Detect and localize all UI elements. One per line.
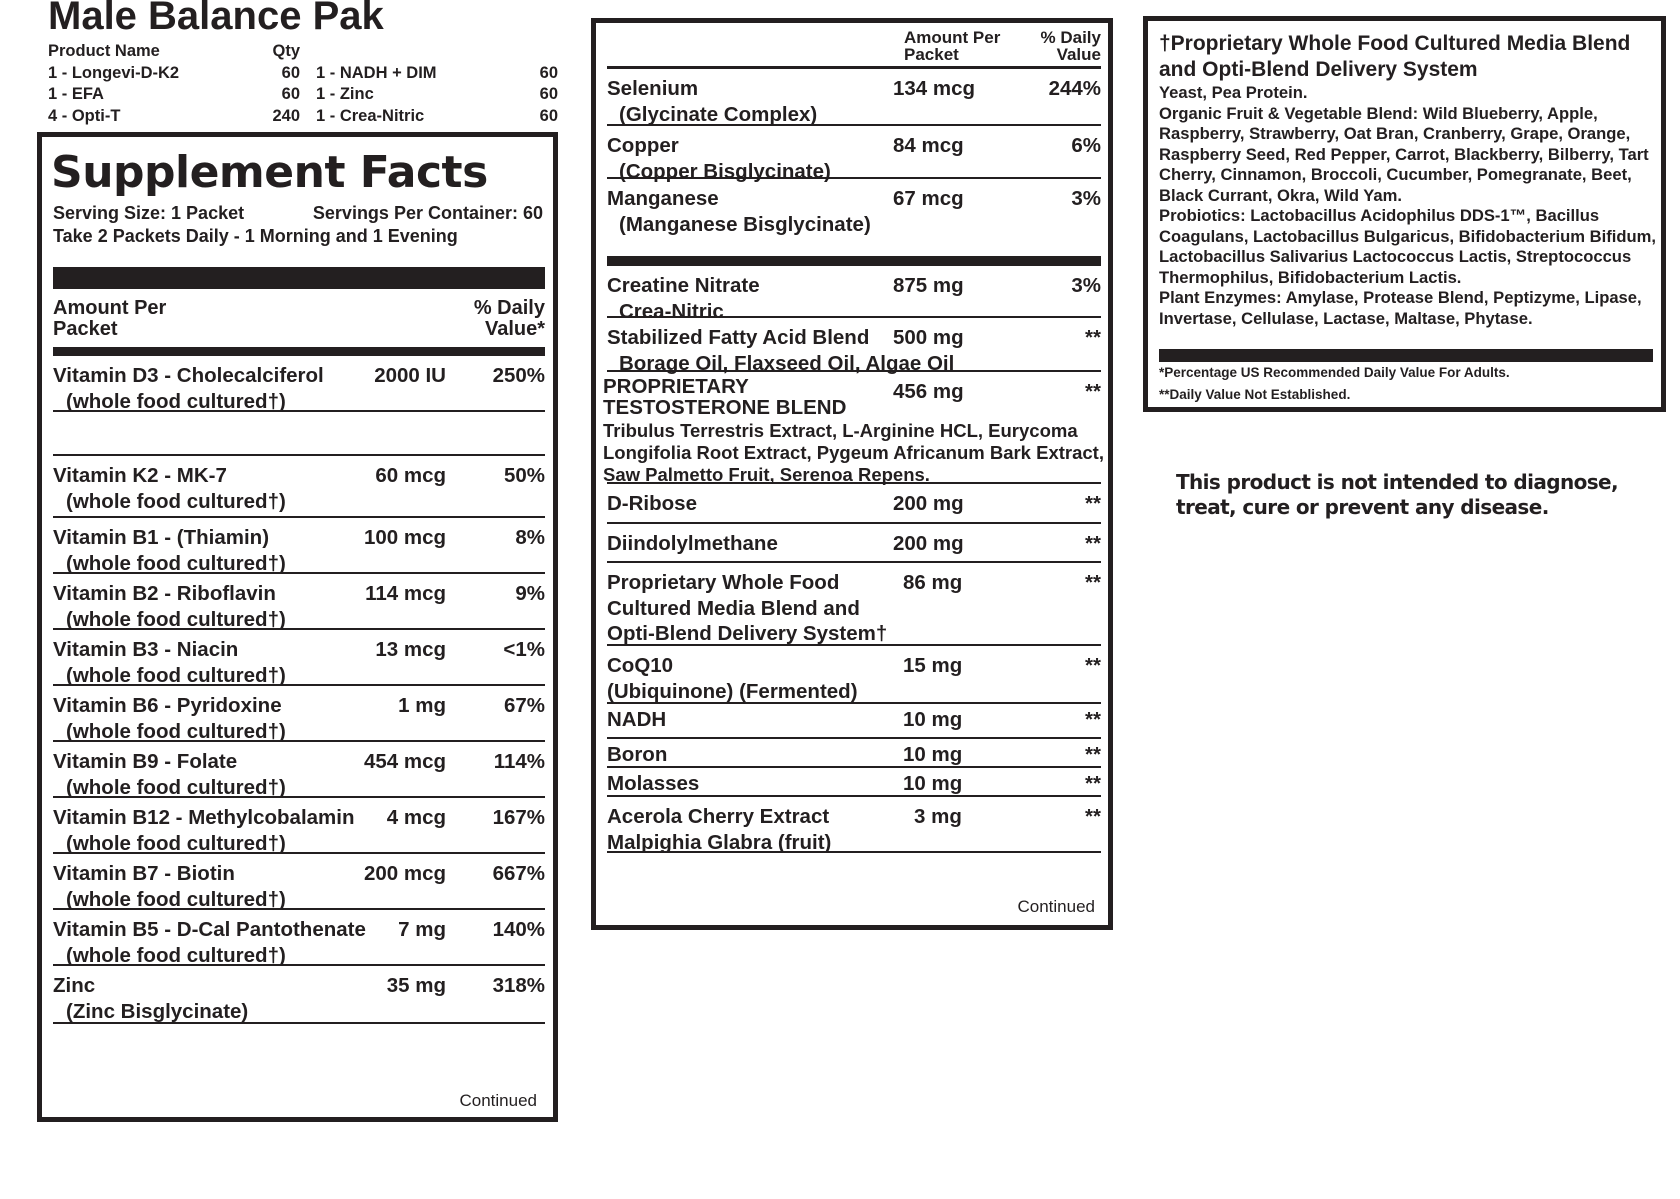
nutrient-amount: 1 mg: [398, 694, 446, 717]
nutrient-daily-value: 8%: [515, 526, 545, 549]
nutrient-amount: 10 mg: [903, 708, 963, 731]
continued-note: Continued: [459, 1091, 537, 1110]
nutrient-name: Acerola Cherry Extract: [607, 805, 830, 828]
nutrient-name: D-Ribose: [607, 492, 697, 515]
product-qty: 60: [281, 85, 300, 103]
nutrient-row: [53, 910, 545, 966]
nutrient-name: Vitamin D3 - Cholecalciferol: [53, 364, 324, 387]
disclaimer: This product is not intended to diagnose, treat, cure or prevent any disease.: [1176, 470, 1618, 519]
product-row: [48, 107, 558, 129]
nutrient-daily-value: **: [1085, 708, 1101, 731]
blend-ingredients: [1159, 31, 1664, 329]
nutrient-source: (whole food cultured†): [66, 490, 286, 513]
nutrient-source: (whole food cultured†): [66, 944, 286, 967]
amount-header-line: Amount Per: [53, 297, 167, 319]
nutrient-source: (whole food cultured†): [66, 608, 286, 631]
footnote-daily-value: *Percentage US Recommended Daily Value For Adults.: [1159, 365, 1510, 380]
nutrient-row: [53, 356, 545, 412]
nutrient-daily-value: 3%: [1071, 187, 1101, 210]
amount-column-header: [904, 29, 1000, 63]
footnote-not-established: **Daily Value Not Established.: [1159, 387, 1351, 402]
nutrient-row: [607, 179, 1101, 236]
nutrient-amount: 13 mcg: [375, 638, 446, 661]
nutrient-row: [607, 126, 1101, 183]
nutrient-row: [607, 318, 1101, 375]
nutrient-list: [53, 356, 545, 1024]
nutrient-amount: 84 mcg: [893, 134, 964, 157]
dv-column-header: [1041, 29, 1101, 63]
product-name: 1 - Zinc: [316, 85, 374, 103]
nutrient-source: (whole food cultured†): [66, 888, 286, 911]
nutrient-name: Vitamin B7 - Biotin: [53, 862, 235, 885]
blend-ingredients: Tribulus Terrestris Extract, L-Arginine HCL, Eurycoma Longifolia Root Extract, Pygeum Africanum Bark Extract, Saw Palmetto Fruit, Serenoa Repens.: [603, 420, 1104, 485]
nutrient-amount: 456 mg: [893, 380, 964, 403]
servings-per-container: Servings Per Container: 60: [312, 203, 543, 223]
nutrient-daily-value: **: [1085, 743, 1101, 766]
nutrient-name: Creatine Nitrate: [607, 274, 760, 297]
nutrient-row: [53, 686, 545, 742]
product-qty: 240: [272, 106, 300, 125]
supplement-facts-heading: Supplement Facts: [51, 147, 488, 198]
product-qty: 60: [539, 63, 558, 82]
nutrient-name: Boron: [607, 743, 668, 766]
ingredient-paragraph: Plant Enzymes: Amylase, Protease Blend, Peptizyme, Lipase, Invertase, Cellulase, Lactase, Maltase, Phytase.: [1159, 288, 1642, 328]
continued-note: Continued: [1017, 897, 1095, 916]
nutrient-daily-value: 140%: [492, 918, 545, 941]
nutrient-daily-value: **: [1085, 532, 1101, 555]
nutrient-daily-value: **: [1085, 571, 1101, 594]
nutrient-daily-value: 67%: [503, 694, 545, 717]
nutrient-daily-value: 250%: [492, 364, 545, 387]
nutrient-amount: 86 mg: [903, 571, 963, 594]
serving-info: [53, 203, 543, 224]
product-name: 4 - Opti-T: [48, 106, 121, 125]
directions: Take 2 Packets Daily - 1 Morning and 1 Evening: [53, 226, 458, 246]
ingredient-paragraph: Yeast, Pea Protein.: [1159, 83, 1308, 102]
nutrient-name: Stabilized Fatty Acid Blend: [607, 326, 870, 349]
nutrient-name: Proprietary Whole Food: [607, 571, 840, 594]
nutrient-daily-value: <1%: [503, 638, 545, 661]
nutrient-row: [53, 456, 545, 518]
nutrient-name: CoQ10: [607, 654, 674, 677]
nutrient-row: [53, 854, 545, 910]
divider-bar: [53, 347, 545, 356]
nutrient-row: [607, 484, 1101, 524]
nutrient-row: [53, 798, 545, 854]
nutrient-name: NADH: [607, 708, 667, 731]
nutrient-source: (whole food cultured†): [66, 832, 286, 855]
product-name: 1 - EFA: [48, 85, 104, 103]
nutrient-name: PROPRIETARY: [603, 375, 749, 398]
nutrient-source: Borage Oil, Flaxseed Oil, Algae Oil: [619, 352, 955, 375]
nutrient-row: [607, 704, 1101, 739]
nutrient-amount: 4 mcg: [386, 806, 446, 829]
nutrient-daily-value: 667%: [492, 862, 545, 885]
nutrient-name: Selenium: [607, 77, 699, 100]
ingredient-paragraph: Organic Fruit & Vegetable Blend: Wild Blueberry, Apple, Raspberry, Strawberry, Oat Bran, Cranberry, Grape, Orange, Raspberry Seed, Red Pepper, Carrot, Blackberry, Bilberry, Tart Cherry, Cinnamon, Broccoli, Cucumber, Pomegranate, Beet, Black Currant, Okra, Wild Yam.: [1159, 103, 1649, 205]
product-qty: 60: [539, 85, 558, 103]
product-row: [48, 85, 558, 107]
nutrient-row: [53, 518, 545, 574]
nutrient-name: Vitamin B2 - Riboflavin: [53, 582, 276, 605]
nutrient-list: [607, 69, 1101, 236]
nutrient-source: (whole food cultured†): [66, 664, 286, 687]
nutrient-row: [603, 372, 1104, 485]
nutrient-daily-value: **: [1085, 492, 1101, 515]
nutrient-amount: 100 mcg: [363, 526, 446, 549]
nutrient-name: Vitamin B1 - (Thiamin): [53, 526, 270, 549]
nutrient-amount: 2000 IU: [374, 364, 446, 387]
nutrient-daily-value: **: [1085, 380, 1101, 403]
nutrient-source: Opti-Blend Delivery System†: [607, 622, 888, 645]
blend-ingredients-panel: [1143, 16, 1666, 412]
nutrient-name: Manganese: [607, 187, 719, 210]
product-name: 1 - Crea-Nitric: [316, 106, 425, 125]
dv-header-line: % Daily: [473, 297, 545, 319]
ingredient-paragraph: Probiotics: Lactobacillus Acidophilus DDS-1™, Bacillus Coagulans, Lactobacillus Bulgaricus, Bifidobacterium Bifidum, Lactobacillus Salivarius Lactococcus Lactis, Streptococcus Thermophilus, Bifidobacterium Lactis.: [1159, 206, 1656, 287]
nutrient-source: (Glycinate Complex): [619, 103, 818, 126]
nutrient-source: (whole food cultured†): [66, 552, 286, 575]
nutrient-list: [603, 266, 1104, 854]
nutrient-row: [53, 574, 545, 630]
nutrient-name: Vitamin B9 - Folate: [53, 750, 238, 773]
nutrient-row: [607, 768, 1101, 797]
nutrient-amount: 60 mcg: [375, 464, 446, 487]
nutrient-row: [607, 739, 1101, 768]
nutrient-source: (Zinc Bisglycinate): [66, 1000, 249, 1023]
nutrient-amount: 7 mg: [398, 918, 446, 941]
product-list: [48, 42, 558, 128]
nutrient-daily-value: 3%: [1071, 274, 1101, 297]
nutrient-row: [607, 646, 1101, 704]
dv-header-line: % Daily: [1040, 28, 1101, 47]
nutrient-amount: 500 mg: [893, 326, 964, 349]
nutrient-amount: 114 mcg: [365, 582, 446, 605]
nutrient-name: Copper: [607, 134, 679, 157]
nutrient-source: (Manganese Bisglycinate): [619, 213, 871, 236]
nutrient-daily-value: 9%: [515, 582, 545, 605]
nutrient-source: (Ubiquinone) (Fermented): [607, 680, 858, 703]
product-name: 1 - Longevi-D-K2: [48, 63, 180, 82]
supplement-facts-continued-panel: [591, 18, 1113, 930]
nutrient-daily-value: **: [1085, 326, 1101, 349]
nutrient-row: [607, 69, 1101, 126]
amount-header-line: Packet: [904, 45, 959, 64]
nutrient-name: Diindolylmethane: [607, 532, 778, 555]
nutrient-row: [607, 563, 1101, 646]
nutrient-name: Vitamin B12 - Methylcobalamin: [53, 806, 355, 829]
column-header: [607, 29, 1101, 65]
nutrient-row: [53, 742, 545, 798]
nutrient-daily-value: 167%: [492, 806, 545, 829]
nutrient-daily-value: **: [1085, 654, 1101, 677]
nutrient-amount: 15 mg: [903, 654, 963, 677]
product-row: [48, 64, 558, 86]
product-name-header: Product Name: [48, 42, 160, 60]
nutrient-amount: 200 mg: [893, 492, 964, 515]
supplement-facts-panel: [37, 132, 558, 1122]
nutrient-daily-value: 6%: [1071, 134, 1101, 157]
nutrient-source: Malpighia Glabra (fruit): [607, 831, 832, 854]
qty-header: Qty: [272, 42, 300, 60]
divider-bar: [1159, 349, 1653, 362]
nutrient-amount: 10 mg: [903, 743, 963, 766]
nutrient-row: [53, 966, 545, 1024]
nutrient-source: (whole food cultured†): [66, 390, 286, 413]
product-qty: 60: [539, 106, 558, 125]
amount-column-header: [53, 298, 166, 340]
nutrient-row: [607, 524, 1101, 563]
nutrient-row: [607, 266, 1101, 323]
nutrient-amount: 454 mcg: [363, 750, 446, 773]
dv-header-line: Value*: [484, 318, 545, 340]
nutrient-daily-value: 318%: [492, 974, 545, 997]
amount-header-line: Packet: [53, 318, 118, 340]
nutrient-amount: 875 mg: [893, 274, 964, 297]
nutrient-row: [607, 797, 1101, 853]
nutrient-amount: 200 mcg: [363, 862, 446, 885]
product-name: 1 - NADH + DIM: [316, 63, 437, 82]
product-list-header: [48, 42, 558, 64]
divider-bar: [53, 267, 545, 289]
nutrient-row: [53, 412, 545, 456]
nutrient-amount: 134 mcg: [893, 77, 976, 100]
nutrient-name: Molasses: [607, 772, 700, 795]
nutrient-amount: 3 mg: [914, 805, 962, 828]
nutrient-daily-value: 114%: [493, 750, 545, 773]
nutrient-source: Cultured Media Blend and: [607, 597, 860, 620]
serving-size: Serving Size: 1 Packet: [53, 203, 245, 223]
nutrient-daily-value: **: [1085, 772, 1101, 795]
dv-column-header: [474, 298, 545, 340]
nutrient-daily-value: 244%: [1048, 77, 1101, 100]
nutrient-amount: 35 mg: [386, 974, 446, 997]
nutrient-source: TESTOSTERONE BLEND: [603, 396, 847, 419]
nutrient-daily-value: **: [1085, 805, 1101, 828]
page-title: Male Balance Pak: [48, 0, 384, 38]
nutrient-amount: 67 mcg: [893, 187, 964, 210]
product-qty: 60: [281, 63, 300, 82]
nutrient-amount: 10 mg: [903, 772, 963, 795]
nutrient-row: [53, 630, 545, 686]
nutrient-name: Zinc: [53, 974, 96, 997]
nutrient-source: Crea-Nitric: [619, 300, 724, 323]
nutrient-name: Vitamin B5 - D-Cal Pantothenate: [53, 918, 366, 941]
nutrient-daily-value: 50%: [503, 464, 545, 487]
nutrient-name: Vitamin B6 - Pyridoxine: [53, 694, 282, 717]
nutrient-source: (Copper Bisglycinate): [619, 160, 831, 183]
dv-header-line: Value: [1056, 45, 1101, 64]
nutrient-name: Vitamin K2 - MK-7: [53, 464, 227, 487]
nutrient-source: (whole food cultured†): [66, 720, 286, 743]
nutrient-name: Vitamin B3 - Niacin: [53, 638, 239, 661]
blend-title: †Proprietary Whole Food Cultured Media Blend and Opti-Blend Delivery System: [1159, 32, 1631, 81]
divider-bar: [607, 256, 1101, 266]
nutrient-source: (whole food cultured†): [66, 776, 286, 799]
amount-header-line: Amount Per: [904, 28, 1001, 47]
nutrient-amount: 200 mg: [893, 532, 964, 555]
column-header: [53, 298, 545, 342]
